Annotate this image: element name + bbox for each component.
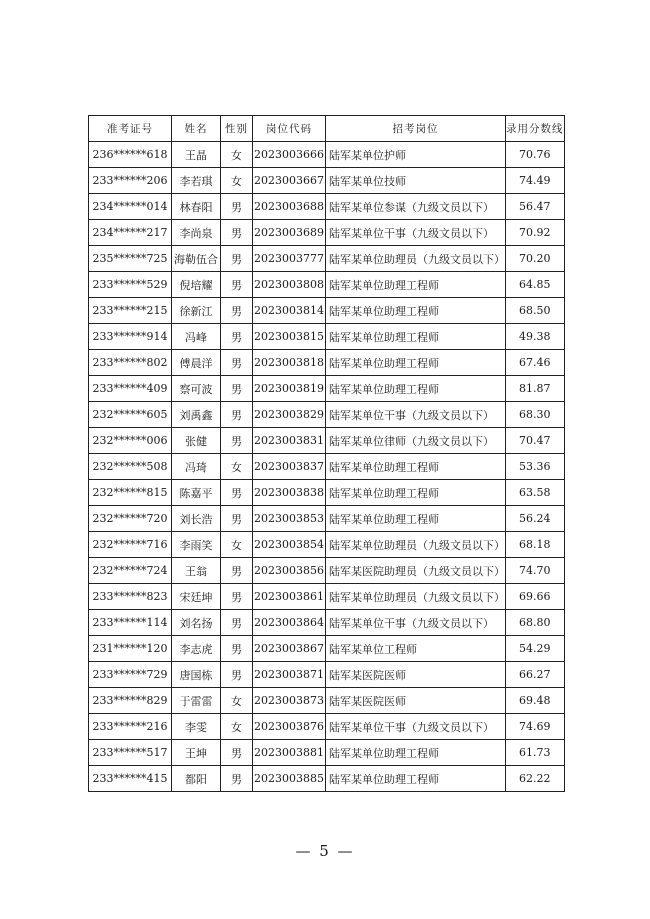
gender-cell: 男 bbox=[221, 194, 253, 220]
post-cell: 陆军某单位律师（九级文员以下） bbox=[326, 428, 506, 454]
table-row bbox=[89, 324, 565, 350]
post-code-cell: 2023003818 bbox=[253, 350, 326, 376]
score-cell: 69.48 bbox=[506, 688, 565, 714]
post-code-cell: 2023003829 bbox=[253, 402, 326, 428]
name-cell: 王坤 bbox=[172, 740, 221, 766]
gender-cell: 男 bbox=[221, 766, 253, 792]
post-code-cell: 2023003885 bbox=[253, 766, 326, 792]
gender-cell: 男 bbox=[221, 662, 253, 688]
name-cell: 张健 bbox=[172, 428, 221, 454]
exam-id-cell: 233******829 bbox=[89, 688, 172, 714]
score-cell: 74.70 bbox=[506, 558, 565, 584]
table-row bbox=[89, 402, 565, 428]
score-cell: 49.38 bbox=[506, 324, 565, 350]
post-cell: 陆军某医院医师 bbox=[326, 662, 506, 688]
exam-id-cell: 233******529 bbox=[89, 272, 172, 298]
header-post: 招考岗位 bbox=[326, 116, 506, 142]
score-cell: 68.50 bbox=[506, 298, 565, 324]
exam-id-cell: 232******724 bbox=[89, 558, 172, 584]
table-row bbox=[89, 454, 565, 480]
table-row bbox=[89, 272, 565, 298]
exam-id-cell: 233******914 bbox=[89, 324, 172, 350]
score-cell: 68.18 bbox=[506, 532, 565, 558]
gender-cell: 男 bbox=[221, 480, 253, 506]
table-row bbox=[89, 688, 565, 714]
table-row bbox=[89, 766, 565, 792]
exam-id-cell: 233******409 bbox=[89, 376, 172, 402]
post-cell: 陆军某单位助理员（九级文员以下） bbox=[326, 532, 506, 558]
name-cell: 王翁 bbox=[172, 558, 221, 584]
exam-id-cell: 232******720 bbox=[89, 506, 172, 532]
header-exam-id: 准考证号 bbox=[89, 116, 172, 142]
post-code-cell: 2023003688 bbox=[253, 194, 326, 220]
name-cell: 宋廷坤 bbox=[172, 584, 221, 610]
post-code-cell: 2023003808 bbox=[253, 272, 326, 298]
header-post-code: 岗位代码 bbox=[253, 116, 326, 142]
score-cell: 81.87 bbox=[506, 376, 565, 402]
gender-cell: 男 bbox=[221, 428, 253, 454]
gender-cell: 男 bbox=[221, 610, 253, 636]
post-cell: 陆军某单位干事（九级文员以下） bbox=[326, 610, 506, 636]
exam-id-cell: 233******823 bbox=[89, 584, 172, 610]
name-cell: 徐新江 bbox=[172, 298, 221, 324]
post-code-cell: 2023003819 bbox=[253, 376, 326, 402]
score-cell: 70.92 bbox=[506, 220, 565, 246]
header-score: 录用分数线 bbox=[506, 116, 565, 142]
gender-cell: 男 bbox=[221, 402, 253, 428]
score-table bbox=[88, 115, 565, 792]
exam-id-cell: 232******716 bbox=[89, 532, 172, 558]
name-cell: 李若琪 bbox=[172, 168, 221, 194]
post-cell: 陆军某单位助理工程师 bbox=[326, 454, 506, 480]
name-cell: 刘禹鑫 bbox=[172, 402, 221, 428]
exam-id-cell: 232******006 bbox=[89, 428, 172, 454]
gender-cell: 男 bbox=[221, 506, 253, 532]
name-cell: 冯峰 bbox=[172, 324, 221, 350]
gender-cell: 男 bbox=[221, 298, 253, 324]
name-cell: 林春阳 bbox=[172, 194, 221, 220]
gender-cell: 男 bbox=[221, 220, 253, 246]
score-cell: 54.29 bbox=[506, 636, 565, 662]
post-code-cell: 2023003861 bbox=[253, 584, 326, 610]
exam-id-cell: 233******215 bbox=[89, 298, 172, 324]
name-cell: 陈嘉平 bbox=[172, 480, 221, 506]
table-body bbox=[89, 142, 565, 792]
exam-id-cell: 234******217 bbox=[89, 220, 172, 246]
gender-cell: 男 bbox=[221, 272, 253, 298]
post-code-cell: 2023003873 bbox=[253, 688, 326, 714]
post-code-cell: 2023003666 bbox=[253, 142, 326, 168]
table-row bbox=[89, 740, 565, 766]
exam-id-cell: 233******729 bbox=[89, 662, 172, 688]
name-cell: 于雷雷 bbox=[172, 688, 221, 714]
post-cell: 陆军某单位助理员（九级文员以下） bbox=[326, 246, 506, 272]
score-cell: 56.24 bbox=[506, 506, 565, 532]
score-cell: 61.73 bbox=[506, 740, 565, 766]
name-cell: 察可波 bbox=[172, 376, 221, 402]
name-cell: 李尚泉 bbox=[172, 220, 221, 246]
gender-cell: 男 bbox=[221, 584, 253, 610]
table-row bbox=[89, 168, 565, 194]
post-code-cell: 2023003853 bbox=[253, 506, 326, 532]
table-row bbox=[89, 142, 565, 168]
post-code-cell: 2023003815 bbox=[253, 324, 326, 350]
score-cell: 68.80 bbox=[506, 610, 565, 636]
score-cell: 70.47 bbox=[506, 428, 565, 454]
page-number: — 5 — bbox=[295, 842, 355, 860]
score-table-container bbox=[88, 115, 565, 792]
post-code-cell: 2023003689 bbox=[253, 220, 326, 246]
score-cell: 56.47 bbox=[506, 194, 565, 220]
header-gender: 性别 bbox=[221, 116, 253, 142]
name-cell: 李雯 bbox=[172, 714, 221, 740]
post-cell: 陆军某医院助理员（九级文员以下） bbox=[326, 558, 506, 584]
name-cell: 刘长浩 bbox=[172, 506, 221, 532]
post-cell: 陆军某单位技师 bbox=[326, 168, 506, 194]
name-cell: 李志虎 bbox=[172, 636, 221, 662]
exam-id-cell: 232******605 bbox=[89, 402, 172, 428]
post-cell: 陆军某单位助理工程师 bbox=[326, 766, 506, 792]
name-cell: 都阳 bbox=[172, 766, 221, 792]
score-cell: 74.49 bbox=[506, 168, 565, 194]
table-row bbox=[89, 636, 565, 662]
post-cell: 陆军某单位干事（九级文员以下） bbox=[326, 402, 506, 428]
table-row bbox=[89, 558, 565, 584]
post-cell: 陆军某单位助理工程师 bbox=[326, 506, 506, 532]
exam-id-cell: 233******415 bbox=[89, 766, 172, 792]
exam-id-cell: 233******114 bbox=[89, 610, 172, 636]
exam-id-cell: 232******508 bbox=[89, 454, 172, 480]
table-row bbox=[89, 480, 565, 506]
table-row bbox=[89, 194, 565, 220]
score-cell: 63.58 bbox=[506, 480, 565, 506]
table-row bbox=[89, 428, 565, 454]
post-cell: 陆军某医院医师 bbox=[326, 688, 506, 714]
post-cell: 陆军某单位助理工程师 bbox=[326, 298, 506, 324]
post-cell: 陆军某单位助理工程师 bbox=[326, 350, 506, 376]
name-cell: 傅晨洋 bbox=[172, 350, 221, 376]
post-code-cell: 2023003667 bbox=[253, 168, 326, 194]
post-code-cell: 2023003856 bbox=[253, 558, 326, 584]
exam-id-cell: 231******120 bbox=[89, 636, 172, 662]
post-cell: 陆军某单位助理工程师 bbox=[326, 376, 506, 402]
post-cell: 陆军某单位工程师 bbox=[326, 636, 506, 662]
table-row bbox=[89, 220, 565, 246]
gender-cell: 男 bbox=[221, 740, 253, 766]
score-cell: 67.46 bbox=[506, 350, 565, 376]
post-cell: 陆军某单位助理员（九级文员以下） bbox=[326, 584, 506, 610]
post-code-cell: 2023003777 bbox=[253, 246, 326, 272]
exam-id-cell: 236******618 bbox=[89, 142, 172, 168]
score-cell: 68.30 bbox=[506, 402, 565, 428]
gender-cell: 男 bbox=[221, 558, 253, 584]
post-code-cell: 2023003881 bbox=[253, 740, 326, 766]
exam-id-cell: 235******725 bbox=[89, 246, 172, 272]
score-cell: 62.22 bbox=[506, 766, 565, 792]
post-code-cell: 2023003876 bbox=[253, 714, 326, 740]
post-cell: 陆军某单位参谋（九级文员以下） bbox=[326, 194, 506, 220]
gender-cell: 男 bbox=[221, 636, 253, 662]
gender-cell: 女 bbox=[221, 532, 253, 558]
score-cell: 69.66 bbox=[506, 584, 565, 610]
name-cell: 刘名扬 bbox=[172, 610, 221, 636]
name-cell: 王晶 bbox=[172, 142, 221, 168]
gender-cell: 男 bbox=[221, 246, 253, 272]
gender-cell: 女 bbox=[221, 168, 253, 194]
table-row bbox=[89, 506, 565, 532]
gender-cell: 男 bbox=[221, 376, 253, 402]
exam-id-cell: 233******802 bbox=[89, 350, 172, 376]
post-cell: 陆军某单位助理工程师 bbox=[326, 272, 506, 298]
table-row bbox=[89, 246, 565, 272]
header-name: 姓名 bbox=[172, 116, 221, 142]
post-cell: 陆军某单位护师 bbox=[326, 142, 506, 168]
score-cell: 53.36 bbox=[506, 454, 565, 480]
table-row bbox=[89, 298, 565, 324]
post-code-cell: 2023003831 bbox=[253, 428, 326, 454]
post-cell: 陆军某单位干事（九级文员以下） bbox=[326, 714, 506, 740]
post-cell: 陆军某单位干事（九级文员以下） bbox=[326, 220, 506, 246]
table-row bbox=[89, 532, 565, 558]
post-code-cell: 2023003854 bbox=[253, 532, 326, 558]
table-row bbox=[89, 662, 565, 688]
gender-cell: 男 bbox=[221, 350, 253, 376]
table-row bbox=[89, 714, 565, 740]
post-code-cell: 2023003838 bbox=[253, 480, 326, 506]
table-row bbox=[89, 610, 565, 636]
exam-id-cell: 233******216 bbox=[89, 714, 172, 740]
gender-cell: 女 bbox=[221, 714, 253, 740]
score-cell: 74.69 bbox=[506, 714, 565, 740]
name-cell: 冯琦 bbox=[172, 454, 221, 480]
table-header-row bbox=[89, 116, 565, 142]
score-cell: 70.20 bbox=[506, 246, 565, 272]
exam-id-cell: 232******815 bbox=[89, 480, 172, 506]
gender-cell: 女 bbox=[221, 688, 253, 714]
post-code-cell: 2023003867 bbox=[253, 636, 326, 662]
post-cell: 陆军某单位助理工程师 bbox=[326, 740, 506, 766]
gender-cell: 女 bbox=[221, 142, 253, 168]
name-cell: 唐国栋 bbox=[172, 662, 221, 688]
gender-cell: 女 bbox=[221, 454, 253, 480]
name-cell: 李雨笑 bbox=[172, 532, 221, 558]
score-cell: 66.27 bbox=[506, 662, 565, 688]
gender-cell: 男 bbox=[221, 324, 253, 350]
exam-id-cell: 233******206 bbox=[89, 168, 172, 194]
post-code-cell: 2023003871 bbox=[253, 662, 326, 688]
exam-id-cell: 233******517 bbox=[89, 740, 172, 766]
name-cell: 倪培耀 bbox=[172, 272, 221, 298]
name-cell: 海勒伍合 bbox=[172, 246, 221, 272]
table-row bbox=[89, 376, 565, 402]
post-cell: 陆军某单位助理工程师 bbox=[326, 324, 506, 350]
table-row bbox=[89, 350, 565, 376]
exam-id-cell: 234******014 bbox=[89, 194, 172, 220]
post-code-cell: 2023003837 bbox=[253, 454, 326, 480]
score-cell: 70.76 bbox=[506, 142, 565, 168]
table-row bbox=[89, 584, 565, 610]
score-cell: 64.85 bbox=[506, 272, 565, 298]
post-cell: 陆军某单位助理工程师 bbox=[326, 480, 506, 506]
post-code-cell: 2023003814 bbox=[253, 298, 326, 324]
post-code-cell: 2023003864 bbox=[253, 610, 326, 636]
